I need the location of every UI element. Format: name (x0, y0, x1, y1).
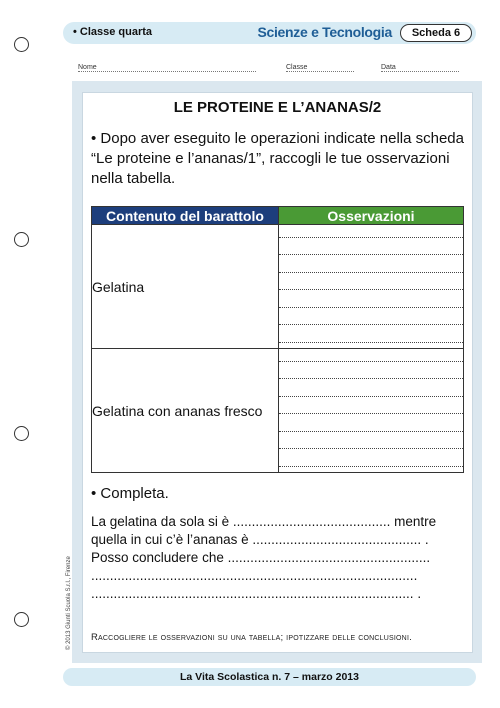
student-fields (78, 64, 476, 76)
column-header-content: Contenuto del barattolo (92, 207, 279, 225)
complete-heading: • Completa. (91, 485, 169, 502)
table-row (92, 349, 464, 473)
footer-bar: La Vita Scolastica n. 7 – marzo 2013 (63, 668, 476, 686)
fill-line: ....................................................................................... (91, 568, 418, 583)
writing-line (279, 330, 463, 348)
writing-line (279, 367, 463, 385)
worksheet-card (82, 92, 473, 653)
name-field-label: Nome (78, 64, 97, 71)
writing-line (279, 243, 463, 261)
subject-title: Scienze e Tecnologia (257, 24, 392, 40)
fill-line: quella in cui c’è l’ananas è ............................................. . (91, 532, 429, 547)
binder-hole-2 (14, 232, 29, 247)
writing-line (279, 260, 463, 278)
worksheet-title: LE PROTEINE E L’ANANAS/2 (173, 99, 382, 116)
writing-line (279, 278, 463, 296)
binder-hole-3 (14, 426, 29, 441)
sheet-badge: Scheda 6 (400, 24, 472, 42)
date-field-label: Data (381, 64, 396, 71)
table-cell-content: Gelatina (92, 225, 279, 349)
fill-line: ...................................................................................... . (91, 586, 422, 601)
writing-line (279, 402, 463, 420)
date-field-line[interactable] (381, 64, 459, 72)
writing-line (279, 313, 463, 331)
writing-line (279, 437, 463, 455)
fill-line: Posso concludere che ...................................................... (91, 550, 431, 565)
name-field-line[interactable] (78, 64, 256, 72)
table-cell-content: Gelatina con ananas fresco (92, 349, 279, 473)
writing-line (279, 295, 463, 313)
fill-in-text[interactable] (91, 513, 466, 603)
observation-table (91, 206, 464, 473)
writing-line (279, 349, 463, 367)
column-header-observations: Osservazioni (279, 207, 464, 225)
observation-writing-area[interactable] (279, 225, 464, 349)
learning-objective-note: Raccogliere le osservazioni su una tabella; ipotizzare delle conclusioni. (91, 632, 412, 643)
header-bar (63, 22, 476, 44)
binder-hole-4 (14, 612, 29, 627)
class-label: • Classe quarta (73, 26, 153, 38)
table-header-row (92, 207, 464, 225)
fill-line: La gelatina da sola si è .......................................... mentre (91, 514, 437, 529)
class-field-label: Classe (286, 64, 308, 71)
writing-line (279, 419, 463, 437)
writing-line (279, 384, 463, 402)
copyright-text: © 2013 Giunti Scuola S.r.l., Firenze (66, 556, 72, 650)
class-field-line[interactable] (286, 64, 354, 72)
writing-line (279, 225, 463, 243)
binder-hole-1 (14, 37, 29, 52)
table-row (92, 225, 464, 349)
instruction-text: • Dopo aver eseguito le operazioni indicate nella scheda “Le proteine e l’ananas/1”, raccogli le tue osservazioni nella tabella. (91, 130, 464, 187)
observation-writing-area[interactable] (279, 349, 464, 473)
writing-line (279, 454, 463, 472)
